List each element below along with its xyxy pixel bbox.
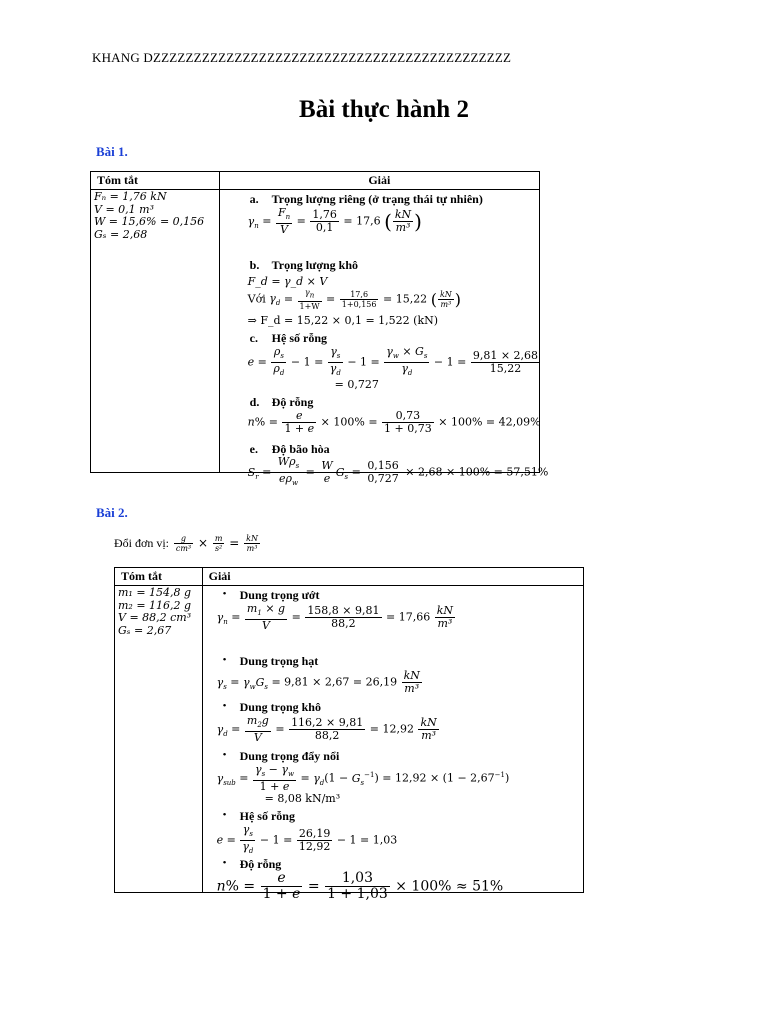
formula-gamma-d: Với $\gamma_d$ = $\frac{\gamma_n}{1+W}$ = $\frac{17,6}{1+0,156}$ = 15,22 ( $\frac{kN}{\text{m³}}$ ) (247, 288, 462, 311)
void-ratio-result: = 0,727 (334, 378, 379, 391)
bai2-table (114, 567, 584, 902)
given-item: Fₙ = 1,76 kN (94, 190, 167, 203)
formula-fd-result: ⇒ F_d = 15,22 × 0,1 = 1,522 (kN) (247, 314, 439, 327)
part-d-label: d. (249, 395, 260, 409)
given-item: V = 0,1 m³ (94, 202, 154, 216)
formula-porosity-2: n% = $\frac{e}{1 + e}$ = $\frac{1,03}{1 + 1,03}$ × 100% ≈ 51% (216, 870, 504, 902)
bai1-solution-cell (219, 190, 549, 488)
formula-particle-unit-weight: $\gamma_s = \gamma_wG_s = 9,81 \times 2,67 = 26,19$ $\frac{kN}{\text{m³}}$ (216, 669, 420, 695)
bai2-solution-cell (202, 586, 583, 902)
given-item: Gₛ = 2,67 (118, 623, 172, 637)
formula-wet-unit-weight: $\gamma_n$ = $\frac{m_1 \times g}{V}$ = $\frac{158,8 \times 9,81}{88,2}$ = 17,66 $\frac{kN}{\text{m³}}$ (216, 602, 454, 633)
bai1-header-given: Tóm tắt (91, 172, 220, 190)
bai2-header-solution: Giải (202, 568, 583, 586)
formula-void-ratio: e = $\frac{\rho_s}{\rho_d}$ − 1 = $\frac{\gamma_s}{\gamma_d}$ − 1 = $\frac{\gamma_w \times G_s}{\gamma_d}$ − 1 = $\frac{9,81 \times 2,68}{15,22}$ (247, 345, 539, 378)
part-c-label: c. (249, 331, 258, 345)
bullet-icon: • (222, 654, 227, 666)
bai1-table (90, 171, 549, 488)
formula-void-ratio-2: e = $\frac{\gamma_s}{\gamma_d}$ − 1 = $\frac{26,19}{12,92}$ − 1 = 1,03 (216, 823, 398, 856)
part-b-label: b. (249, 258, 260, 272)
item-label: Dung trọng đẩy nổi (239, 749, 340, 763)
submerged-result: = 8,08 kN/m³ (264, 792, 341, 805)
formula-dry-unit-weight: $\gamma_d$ = $\frac{m_2g}{V}$ = $\frac{116,2 \times 9,81}{88,2}$ = 12,92 $\frac{kN}{\text{m³}}$ (216, 714, 437, 745)
section-label-bai1: Bài 1. (96, 144, 128, 159)
part-e-label: e. (249, 442, 258, 456)
part-c-title: Hệ số rỗng (271, 331, 328, 345)
formula-submerged-unit-weight: $\gamma_{sub}$ = $\frac{\gamma_s - \gamma_w}{1 + e}$ = $\gamma_d(1 - G_s^{-1}) = 12,92 \times (1 - 2,67^{-1})$ (216, 763, 510, 794)
bullet-icon: • (222, 700, 227, 712)
given-item: m₁ = 154,8 g (118, 586, 192, 599)
bullet-icon: • (222, 809, 227, 821)
item-label: Dung trọng khô (239, 700, 321, 714)
given-item: W = 15,6% = 0,156 (94, 215, 205, 228)
document-header: KHANG DZZZZZZZZZZZZZZZZZZZZZZZZZZZZZZZZZZZZZZZZZZZZ (92, 50, 512, 65)
formula-fd: F_d = γ_d × V (247, 275, 328, 288)
unit-conversion: Đổi đơn vị: $\frac{g}{\text{cm³}}$ × $\frac{m}{\text{s²}}$ = $\frac{kN}{\text{m³}}$ (114, 534, 258, 553)
bai1-header-solution: Giải (219, 172, 539, 190)
bai2-header-given: Tóm tắt (115, 568, 203, 586)
formula-porosity: n% = $\frac{e}{1 + e}$ × 100% = $\frac{0,73}{1 + 0,73}$ × 100% = 42,09% (247, 409, 541, 435)
item-label: Dung trọng ướt (239, 588, 320, 602)
formula-gamma-n: $\gamma_n$ = $\frac{F_n}{V}$ = $\frac{1,76}{0,1}$ = 17,6 ( $\frac{kN}{\text{m³}}$ ) (247, 206, 422, 237)
formula-saturation: $S_r$ = $\frac{W\rho_s}{e\rho_w}$ = $\frac{W}{e}$ $G_s$ = $\frac{0,156}{0,727}$ × 2,68 × 100% = 57,51% (247, 455, 549, 488)
bullet-icon: • (222, 588, 227, 600)
bai2-given-cell (115, 586, 203, 893)
given-item: Gₛ = 2,68 (94, 227, 148, 241)
given-item: m₂ = 116,2 g (118, 598, 192, 612)
section-label-bai2: Bài 2. (96, 505, 128, 520)
item-label: Độ rỗng (239, 857, 282, 871)
part-a-title: Trọng lượng riêng (ở trạng thái tự nhiên) (271, 192, 483, 206)
bullet-icon: • (222, 857, 227, 869)
item-label: Hệ số rỗng (239, 809, 295, 823)
item-label: Dung trọng hạt (239, 654, 319, 668)
given-item: V = 88,2 cm³ (118, 611, 192, 624)
part-e-title: Độ bão hòa (271, 442, 330, 456)
bai1-given-cell (91, 190, 220, 473)
part-b-title: Trọng lượng khô (271, 258, 358, 272)
part-d-title: Độ rỗng (271, 395, 314, 409)
unit-conversion-label: Đổi đơn vị: (114, 536, 170, 550)
bullet-icon: • (222, 749, 227, 761)
document-title: Bài thực hành 2 (299, 96, 469, 123)
part-a-label: a. (249, 192, 259, 206)
